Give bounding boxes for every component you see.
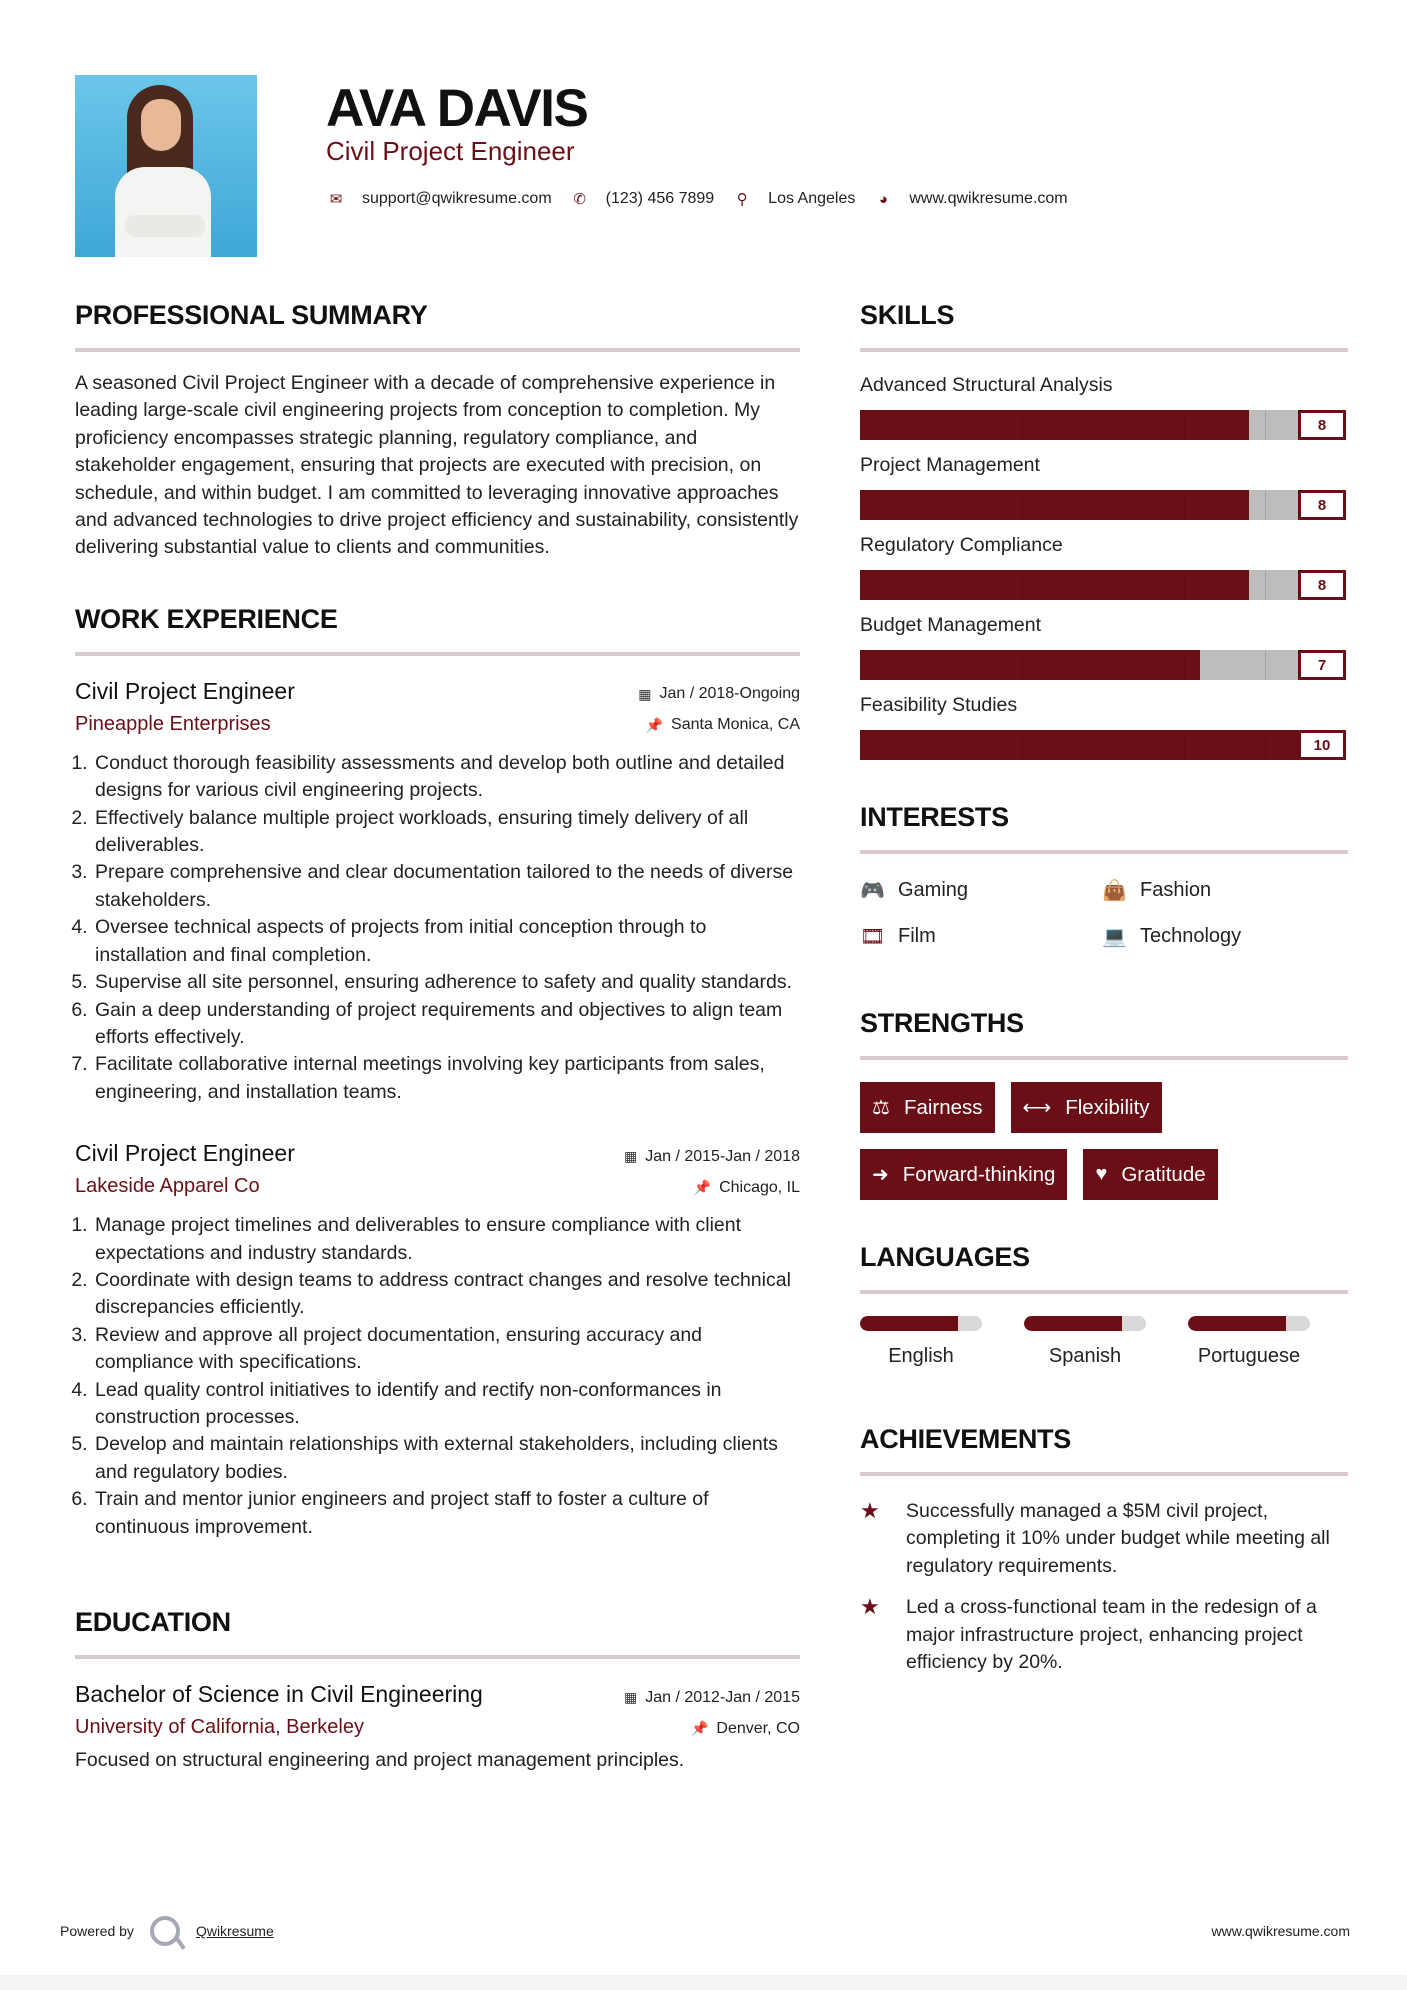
achievement-item: ★ Successfully managed a $5M civil project, completing it 10% under budget while meeting all regulatory requirements. bbox=[860, 1498, 1348, 1580]
film-icon: 🎞 bbox=[860, 925, 886, 948]
job-location: Chicago, IL bbox=[719, 1178, 800, 1196]
section-divider bbox=[75, 652, 800, 656]
star-icon: ★ bbox=[860, 1498, 880, 1523]
calendar-icon: ▦ bbox=[638, 685, 652, 702]
list-item: 4. Lead quality control initiatives to identify and rectify non-conformances in construction processes. bbox=[93, 1377, 800, 1432]
laptop-icon: 💻 bbox=[1102, 925, 1127, 948]
section-heading: INTERESTS bbox=[860, 802, 1009, 832]
job-location: Santa Monica, CA bbox=[671, 716, 800, 734]
balance-scale-icon: ⚖ bbox=[872, 1097, 890, 1119]
skill-bar bbox=[860, 490, 1346, 520]
achievements-section bbox=[860, 1424, 1348, 1676]
right-column bbox=[860, 300, 1348, 1690]
section-heading: ACHIEVEMENTS bbox=[860, 1424, 1071, 1454]
arrow-right-icon: ➜ bbox=[872, 1164, 889, 1186]
job-dates: Jan / 2018-Ongoing bbox=[659, 685, 800, 703]
strengths-section bbox=[860, 1008, 1348, 1200]
languages-list bbox=[860, 1316, 1348, 1368]
list-item: 1. Manage project timelines and deliverables to ensure compliance with client expectations and industry standards. bbox=[93, 1212, 800, 1267]
gamepad-icon: 🎮 bbox=[860, 879, 885, 902]
skill-item bbox=[860, 374, 1348, 440]
interest-item: 💻 Technology bbox=[1102, 924, 1242, 948]
skill-name: Feasibility Studies bbox=[860, 694, 1018, 716]
duty-list bbox=[75, 1212, 800, 1541]
page-footer bbox=[60, 1916, 1350, 1946]
job-title: Civil Project Engineer bbox=[75, 677, 295, 704]
skill-level-badge: 10 bbox=[1298, 730, 1346, 760]
section-divider bbox=[860, 850, 1348, 854]
interest-item: 🎞 Film bbox=[860, 924, 936, 948]
page-bottom-strip bbox=[0, 1975, 1407, 1990]
section-divider bbox=[860, 348, 1348, 352]
strength-tag: ⟷ Flexibility bbox=[1011, 1082, 1162, 1133]
heart-icon: ♥ bbox=[1095, 1163, 1108, 1185]
summary-text: A seasoned Civil Project Engineer with a decade of comprehensive experience in leading large-scale civil engineering projects from conception to completion. My proficiency encompasses strategic planning, regulatory compliance, and stakeholder engagement, ensuring that projects are executed with precision, on schedule, and within budget. I am committed to leveraging innovative approaches and advanced technologies to drive project efficiency and sustainability, consistently delivering substantial value to clients and communities. bbox=[75, 372, 799, 559]
school: University of California, Berkeley bbox=[75, 1716, 364, 1738]
strength-tag: ➜ Forward-thinking bbox=[860, 1149, 1067, 1200]
education-section bbox=[75, 1607, 800, 1774]
interest-item: 🎮 Gaming bbox=[860, 878, 969, 902]
interests-section bbox=[860, 802, 1348, 950]
candidate-name: AVA DAVIS bbox=[326, 79, 588, 138]
list-item: 6. Train and mentor junior engineers and project staff to foster a culture of continuous improvement. bbox=[93, 1486, 800, 1541]
globe-icon: ◕ bbox=[878, 190, 888, 208]
map-pin-icon: ⚲ bbox=[736, 191, 748, 208]
skill-bar bbox=[860, 730, 1346, 760]
job-company: Lakeside Apparel Co bbox=[75, 1175, 260, 1198]
list-item: 2. Effectively balance multiple project workloads, ensuring timely delivery of all deliverables. bbox=[93, 805, 800, 860]
job-dates: Jan / 2015-Jan / 2018 bbox=[645, 1147, 800, 1165]
contact-email[interactable]: ✉ support@qwikresume.com bbox=[326, 190, 552, 208]
list-item: 5. Supervise all site personnel, ensuring adherence to safety and quality standards. bbox=[93, 969, 800, 996]
language-proficiency-bar bbox=[1188, 1316, 1310, 1331]
languages-section bbox=[860, 1242, 1348, 1368]
job-entry bbox=[75, 1140, 800, 1541]
summary-section bbox=[75, 300, 800, 562]
job-title: Civil Project Engineer bbox=[75, 1140, 295, 1167]
left-column bbox=[75, 300, 800, 1774]
skill-item bbox=[860, 534, 1348, 600]
phone-icon: ✆ bbox=[573, 191, 586, 208]
education-dates: Jan / 2012-Jan / 2015 bbox=[645, 1688, 800, 1706]
section-divider bbox=[75, 348, 800, 352]
interests-grid bbox=[860, 876, 1348, 950]
skill-name: Regulatory Compliance bbox=[860, 534, 1063, 556]
section-heading: LANGUAGES bbox=[860, 1242, 1030, 1272]
skills-section bbox=[860, 300, 1348, 760]
language-item bbox=[1188, 1316, 1310, 1368]
powered-by-label: Powered by bbox=[60, 1923, 134, 1939]
skill-bar bbox=[860, 570, 1346, 600]
list-item: 5. Develop and maintain relationships with external stakeholders, including clients and regulatory bodies. bbox=[93, 1431, 800, 1486]
section-heading: SKILLS bbox=[860, 300, 955, 330]
job-company: Pineapple Enterprises bbox=[75, 712, 271, 735]
envelope-icon: ✉ bbox=[329, 191, 343, 208]
skill-bar bbox=[860, 650, 1346, 680]
strengths-tags bbox=[860, 1082, 1348, 1200]
language-name: Portuguese bbox=[1197, 1345, 1301, 1367]
list-item: 2. Coordinate with design teams to address contract changes and resolve technical discrepancies efficiently. bbox=[93, 1267, 800, 1322]
section-divider bbox=[75, 1655, 800, 1659]
strength-tag: ♥ Gratitude bbox=[1083, 1149, 1217, 1200]
calendar-icon: ▦ bbox=[623, 1148, 638, 1165]
skill-level-badge: 8 bbox=[1298, 490, 1346, 520]
skill-item bbox=[860, 694, 1348, 760]
skill-level-badge: 8 bbox=[1298, 410, 1346, 440]
list-item: 6. Gain a deep understanding of project requirements and objectives to align team efforts effectively. bbox=[93, 997, 800, 1052]
degree: Bachelor of Science in Civil Engineering bbox=[75, 1681, 483, 1707]
qwikresume-logo-icon bbox=[150, 1916, 180, 1946]
job-entry bbox=[75, 678, 800, 1106]
achievement-item: ★ Led a cross-functional team in the redesign of a major infrastructure project, enhancing project efficiency by 20%. bbox=[860, 1594, 1348, 1676]
star-icon: ★ bbox=[860, 1594, 880, 1620]
contact-website[interactable]: ◕ www.qwikresume.com bbox=[873, 190, 1067, 208]
arrows-horizontal-icon: ⟷ bbox=[1022, 1097, 1052, 1119]
language-name: English bbox=[888, 1345, 954, 1367]
education-location: Denver, CO bbox=[716, 1719, 800, 1737]
list-item: 1. Conduct thorough feasibility assessments and develop both outline and detailed designs for various civil engineering projects. bbox=[93, 750, 800, 805]
section-heading: EDUCATION bbox=[75, 1607, 231, 1637]
pushpin-icon: 📌 bbox=[693, 1179, 712, 1196]
skills-list bbox=[860, 374, 1348, 760]
skill-name: Project Management bbox=[860, 454, 1040, 476]
pushpin-icon: 📌 bbox=[690, 1720, 709, 1736]
list-item: 3. Review and approve all project documentation, ensuring accuracy and compliance with specifications. bbox=[93, 1322, 800, 1377]
duty-list bbox=[75, 750, 800, 1106]
list-item: 7. Facilitate collaborative internal meetings involving key participants from sales, engineering, and installation teams. bbox=[93, 1051, 800, 1106]
skill-name: Advanced Structural Analysis bbox=[860, 374, 1113, 396]
strength-tag: ⚖ Fairness bbox=[860, 1082, 995, 1133]
pushpin-icon: 📌 bbox=[645, 716, 664, 733]
footer-url[interactable]: www.qwikresume.com bbox=[1211, 1923, 1350, 1939]
contact-row bbox=[326, 190, 1086, 208]
skill-name: Budget Management bbox=[860, 614, 1042, 636]
interest-item: 👜 Fashion bbox=[1102, 878, 1212, 902]
skill-item bbox=[860, 454, 1348, 520]
language-item bbox=[1024, 1316, 1146, 1368]
list-item: 4. Oversee technical aspects of projects from initial conception through to installation and final completion. bbox=[93, 914, 800, 969]
section-divider bbox=[860, 1290, 1348, 1294]
skill-bar bbox=[860, 410, 1346, 440]
list-item: 3. Prepare comprehensive and clear documentation tailored to the needs of diverse stakeholders. bbox=[93, 859, 800, 914]
education-description: Focused on structural engineering and project management principles. bbox=[75, 1749, 685, 1771]
section-heading: WORK EXPERIENCE bbox=[75, 603, 338, 634]
section-heading: PROFESSIONAL SUMMARY bbox=[75, 300, 428, 330]
candidate-title: Civil Project Engineer bbox=[326, 136, 575, 166]
section-heading: STRENGTHS bbox=[860, 1008, 1024, 1038]
brand-link[interactable]: Qwikresume bbox=[195, 1923, 274, 1939]
profile-photo bbox=[75, 75, 257, 257]
section-divider bbox=[860, 1472, 1348, 1476]
shopping-bag-icon: 👜 bbox=[1102, 879, 1127, 902]
language-proficiency-bar bbox=[1024, 1316, 1146, 1331]
skill-level-badge: 8 bbox=[1298, 570, 1346, 600]
calendar-icon: ▦ bbox=[623, 1689, 638, 1705]
language-name: Spanish bbox=[1048, 1345, 1122, 1367]
skill-item bbox=[860, 614, 1348, 680]
language-proficiency-bar bbox=[860, 1316, 982, 1331]
contact-phone[interactable]: ✆ (123) 456 7899 bbox=[570, 190, 715, 208]
section-divider bbox=[860, 1056, 1348, 1060]
language-item bbox=[860, 1316, 982, 1368]
contact-location: ⚲ Los Angeles bbox=[732, 190, 855, 208]
experience-section bbox=[75, 604, 800, 1541]
skill-level-badge: 7 bbox=[1298, 650, 1346, 680]
